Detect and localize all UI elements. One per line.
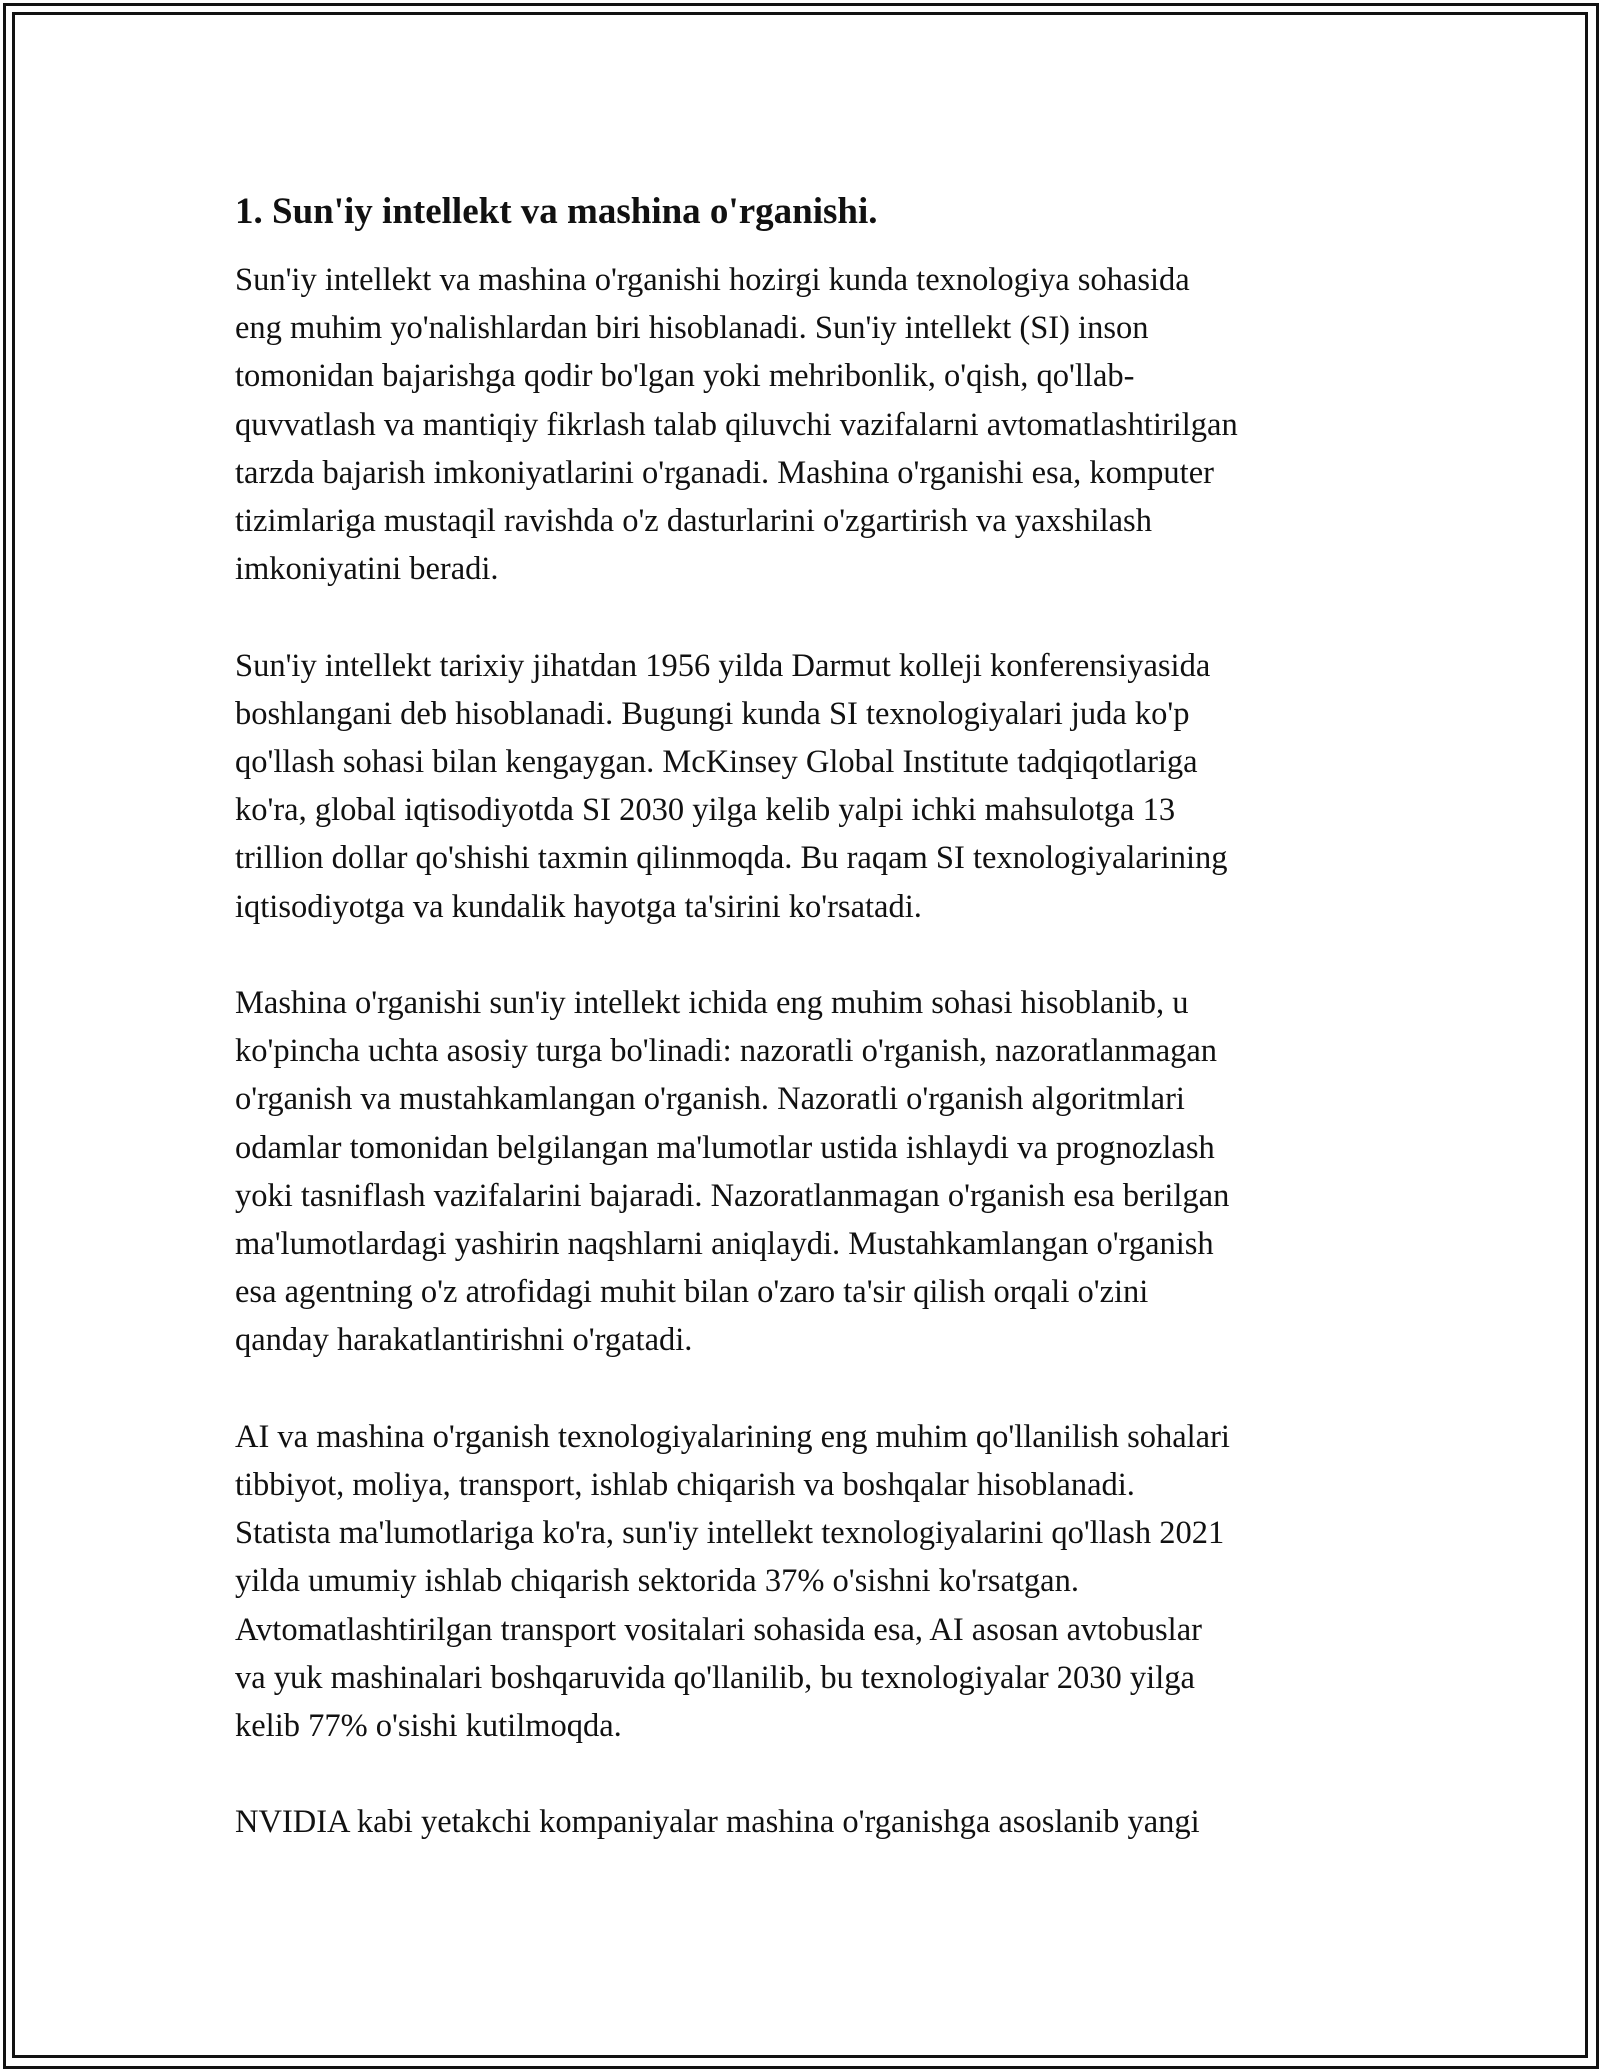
text-line: tibbiyot, moliya, transport, ishlab chiqarish va boshqalar hisoblanadi. [235,1467,1135,1504]
text-line: yilda umumiy ishlab chiqarish sektorida 37% o'sishni ko'rsatgan. [235,1563,1079,1600]
text-line: qanday harakatlantirishni o'rgatadi. [235,1322,693,1359]
paragraph-5 [235,1798,1375,1846]
text-line: tomonidan bajarishga qodir bo'lgan yoki mehribonlik, o'qish, qo'llab- [235,358,1135,395]
text-line: odamlar tomonidan belgilangan ma'lumotlar ustida ishlaydi va prognozlash [235,1129,1215,1166]
text-line: boshlangani deb hisoblanadi. Bugungi kunda SI texnologiyalari juda ko'p [235,695,1190,732]
paragraph-2 [235,642,1375,931]
text-line: ko'ra, global iqtisodiyotda SI 2030 yilga kelib yalpi ichki mahsulotga 13 [235,792,1176,829]
text-line: o'rganish va mustahkamlangan o'rganish. Nazoratli o'rganish algoritmlari [235,1081,1185,1118]
text-line: Statista ma'lumotlariga ko'ra, sun'iy intellekt texnologiyalarini qo'llash 2021 [235,1515,1225,1552]
text-line: tizimlariga mustaqil ravishda o'z dasturlarini o'zgartirish va yaxshilash [235,503,1152,540]
paragraph-3 [235,979,1375,1365]
text-line: ma'lumotlardagi yashirin naqshlarni aniqlaydi. Mustahkamlangan o'rganish [235,1226,1214,1263]
text-line: va yuk mashinalari boshqaruvida qo'llanilib, bu texnologiyalar 2030 yilga [235,1659,1195,1696]
text-line: tarzda bajarish imkoniyatlarini o'rganadi. Mashina o'rganishi esa, komputer [235,454,1214,491]
text-line: yoki tasniflash vazifalarini bajaradi. Nazoratlanmagan o'rganish esa berilgan [235,1177,1230,1214]
text-line: ko'pincha uchta asosiy turga bo'linadi: nazoratli o'rganish, nazoratlanmagan [235,1033,1218,1070]
text-line: Avtomatlashtirilgan transport vositalari sohasida esa, AI asosan avtobuslar [235,1611,1202,1648]
text-line: eng muhim yo'nalishlardan biri hisoblanadi. Sun'iy intellekt (SI) inson [235,310,1149,347]
text-line: trillion dollar qo'shishi taxmin qilinmoqda. Bu raqam SI texnologiyalarining [235,840,1228,877]
text-line: iqtisodiyotga va kundalik hayotga ta'sirini ko'rsatadi. [235,888,922,925]
section-heading: 1. Sun'iy intellekt va mashina o'rganishi. [235,191,878,232]
text-line: Mashina o'rganishi sun'iy intellekt ichida eng muhim sohasi hisoblanib, u [235,985,1189,1022]
text-line: imkoniyatini beradi. [235,551,499,588]
text-line: qo'llash sohasi bilan kengaygan. McKinsey Global Institute tadqiqotlariga [235,744,1198,781]
text-line: quvvatlash va mantiqiy fikrlash talab qiluvchi vazifalarni avtomatlashtirilgan [235,406,1238,443]
text-line: NVIDIA kabi yetakchi kompaniyalar mashina o'rganishga asoslanib yangi [235,1804,1200,1841]
paragraph-4 [235,1413,1375,1750]
paragraph-1 [235,256,1375,593]
text-line: Sun'iy intellekt tarixiy jihatdan 1956 yilda Darmut kolleji konferensiyasida [235,647,1211,684]
text-line: esa agentning o'z atrofidagi muhit bilan o'zaro ta'sir qilish orqali o'zini [235,1274,1149,1311]
text-line: kelib 77% o'sishi kutilmoqda. [235,1708,622,1745]
text-line: AI va mashina o'rganish texnologiyalarining eng muhim qo'llanilish sohalari [235,1418,1230,1455]
document-body [235,188,1375,1895]
text-line: Sun'iy intellekt va mashina o'rganishi hozirgi kunda texnologiya sohasida [235,262,1190,298]
